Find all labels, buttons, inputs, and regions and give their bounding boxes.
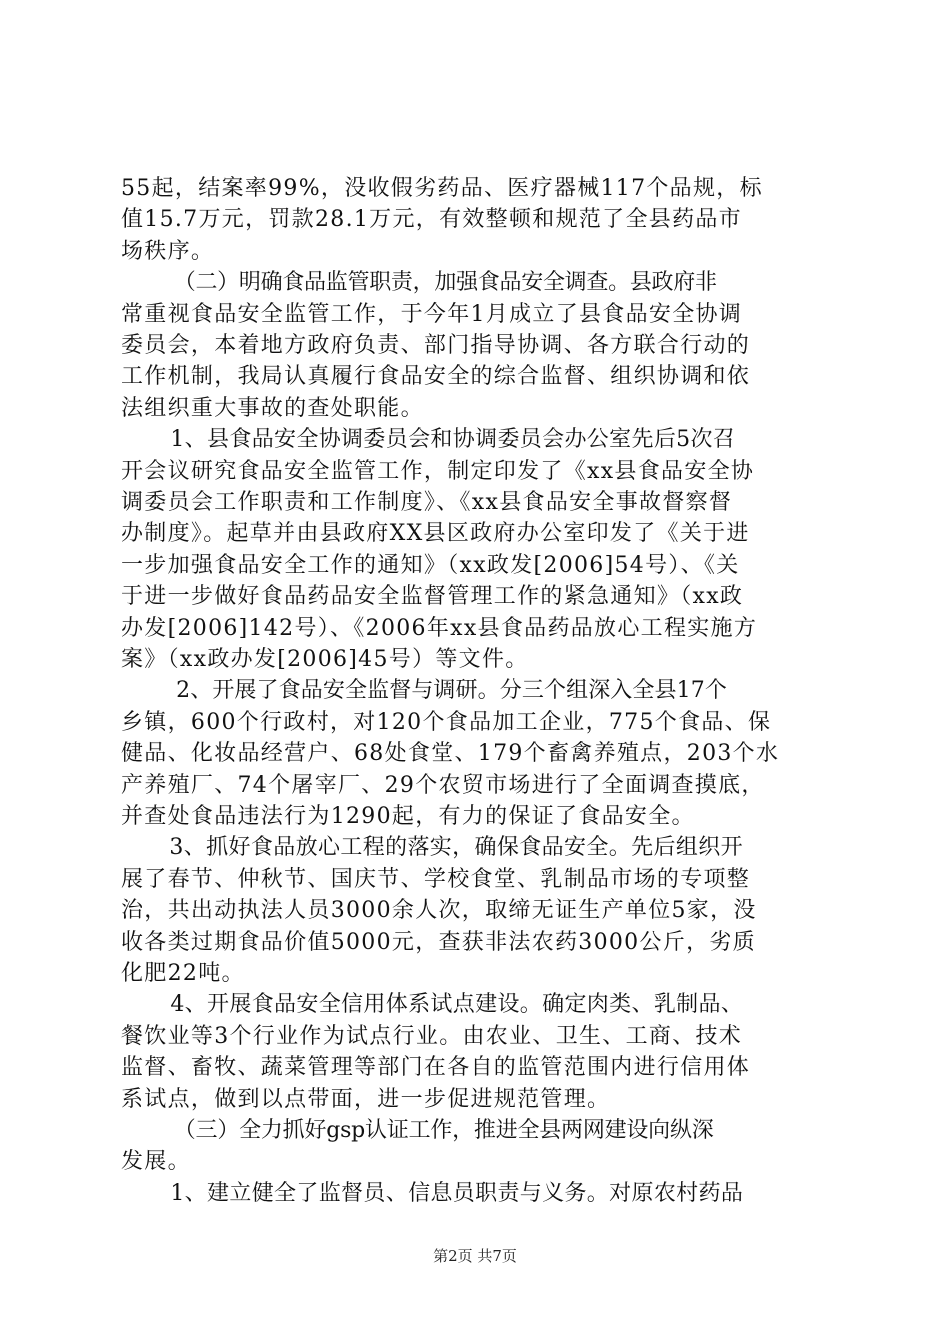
text-line: 办发[2006]142号）、《2006年xx县食品药品放心工程实施方 (121, 616, 758, 641)
text-line: 收各类过期食品价值5000元，查获非法农药3000公斤，劣质 (121, 930, 756, 955)
text-line: 健品、化妆品经营户、68处食堂、179个畜禽养殖点，203个水 (121, 741, 780, 766)
text-line: 发展。 (121, 1149, 191, 1174)
text-line: 场秩序。 (121, 239, 215, 264)
text-line: 监督、畜牧、蔬菜管理等部门在各自的监管范围内进行信用体 (121, 1055, 751, 1080)
text-line: 产养殖厂、74个屠宰厂、29个农贸市场进行了全面调查摸底， (121, 773, 765, 798)
text-line: 法组织重大事故的查处职能。 (121, 396, 424, 421)
text-line: 系试点，做到以点带面，进一步促进规范管理。 (121, 1087, 611, 1112)
text-line: 案》（xx政办发[2006]45号）等文件。 (121, 647, 529, 672)
text-line: 2、开展了食品安全监督与调研。分三个组深入全县17个 (154, 678, 727, 703)
text-line: 值15.7万元，罚款28.1万元，有效整顿和规范了全县药品市 (121, 207, 742, 232)
text-line: 3、抓好食品放心工程的落实，确保食品安全。先后组织开 (147, 835, 743, 860)
text-line: 展了春节、仲秋节、国庆节、学校食堂、乳制品市场的专项整 (121, 867, 751, 892)
text-line: （三）全力抓好gsp认证工作，推进全县两网建设向纵深 (163, 1118, 714, 1143)
text-line: 1、县食品安全协调委员会和协调委员会办公室先后5次召 (148, 427, 736, 452)
text-line: 餐饮业等3个行业作为试点行业。由农业、卫生、工商、技术 (121, 1024, 743, 1049)
text-line: 开会议研究食品安全监管工作，制定印发了《xx县食品安全协 (121, 459, 755, 484)
text-line: 常重视食品安全监管工作，于今年1月成立了县食品安全协调 (121, 302, 743, 327)
text-line: 治，共出动执法人员3000余人次，取缔无证生产单位5家，没 (121, 898, 757, 923)
page-number-footer: 第2页 共7页 (433, 1247, 517, 1265)
text-line: （二）明确食品监管职责，加强食品安全调查。县政府非 (163, 270, 717, 295)
text-line: 工作机制，我局认真履行食品安全的综合监督、组织协调和依 (121, 364, 751, 389)
text-line: 55起，结案率99%，没收假劣药品、医疗器械117个品规，标 (121, 176, 763, 201)
text-line: 乡镇，600个行政村，对120个食品加工企业，775个食品、保 (121, 710, 772, 735)
text-line: 于进一步做好食品药品安全监督管理工作的紧急通知》（xx政 (121, 584, 744, 609)
text-line: 委员会，本着地方政府负责、部门指导协调、各方联合行动的 (121, 333, 751, 358)
text-line: 办制度》。起草并由县政府XX县区政府办公室印发了《关于进 (121, 521, 750, 546)
text-line: 一步加强食品安全工作的通知》（xx政发[2006]54号）、《关 (121, 553, 740, 578)
text-line: 并查处食品违法行为1290起，有力的保证了食品安全。 (121, 804, 695, 829)
text-line: 1、建立健全了监督员、信息员职责与义务。对原农村药品 (148, 1181, 744, 1206)
text-line: 调委员会工作职责和工作制度》、《xx县食品安全事故督察督 (121, 490, 733, 515)
text-line: 4、开展食品安全信用体系试点建设。确定肉类、乳制品、 (148, 992, 744, 1017)
text-line: 化肥22吨。 (121, 961, 245, 986)
